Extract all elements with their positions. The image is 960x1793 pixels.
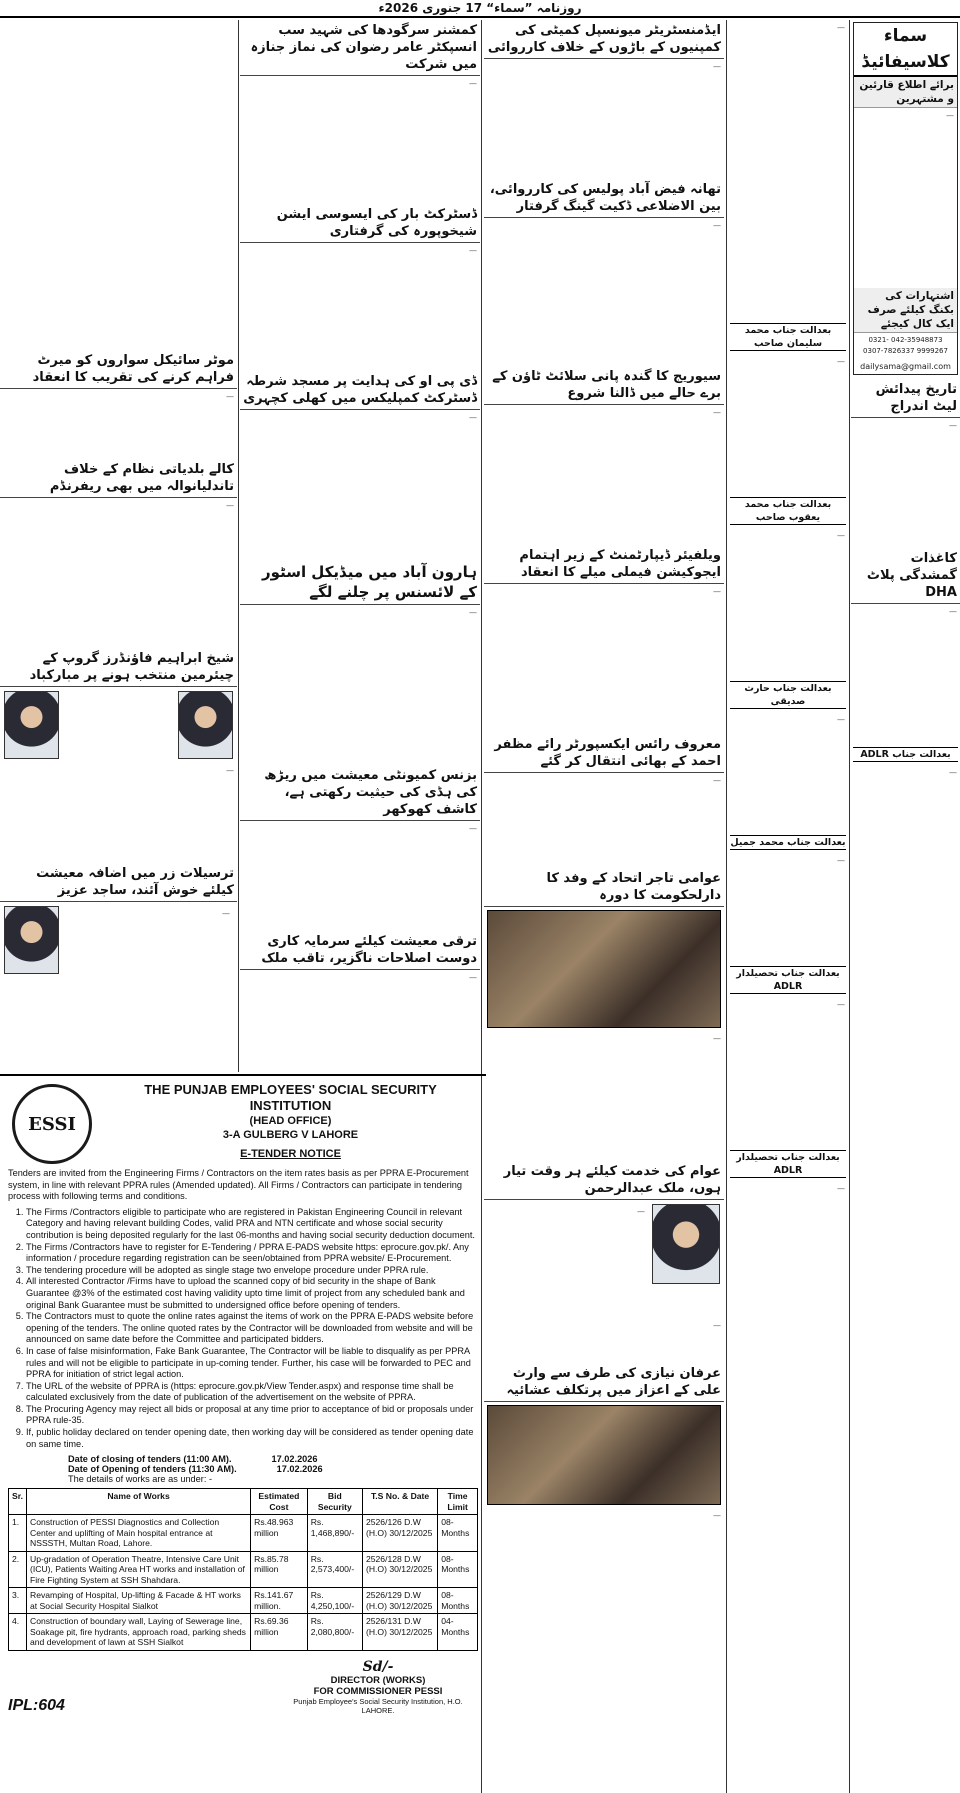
headline: عرفان نیازی کی طرف سے وارث علی کے اعزاز میں پرتکلف عشائیہ [484,1363,724,1402]
article-body: — [949,607,957,616]
table-cell: Rs.85.78 million [251,1551,308,1588]
table-cell: 2. [9,1551,27,1588]
headline: موٹر سائیکل سواروں کو میرٹ فراہم کرنے کی تقریب کا انعقاد [0,350,237,389]
news-photo [487,1405,721,1505]
court-notice [853,747,958,762]
article-body: — [226,392,234,401]
table-cell: 08-Months [438,1515,478,1552]
table-row [9,1614,478,1651]
article-body: — [946,111,954,120]
opening-date: 17.02.2026 [276,1464,323,1475]
logo-text: ESSI [28,1113,76,1135]
column-1 [0,20,237,1072]
table-cell: 04-Months [438,1614,478,1651]
headline: شیخ ابراہیم فاؤنڈرز گروپ کے چیئرمین منتخب ہونے پر مبارکباد [0,648,237,687]
article-body: — [637,1207,645,1216]
works-table [8,1488,478,1651]
headline: ترقی معیشت کیلئے سرمایہ کاری دوست اصلاحات ناگزیر، تاقب ملک [240,931,480,970]
headline: کاغذات گمشدگی پلاٹ DHA [851,548,960,604]
masthead [0,0,960,18]
table-cell: Rs. 2,573,400/- [307,1551,362,1588]
closing-label: Date of closing of tenders (11:00 AM). [68,1454,232,1465]
court-notice [730,497,846,525]
article-body: — [226,501,234,510]
tender-term: 5. The Contractors must to quote the online rates against the items of work on the PPRA E-PADS website before opening of the tenders. The online quoted rates by the Contractor will be downloaded from website and will be announced on same date before the Committee and participated bidders. [26,1311,478,1346]
ipl-code: IPL:604 [8,1696,65,1714]
court-notice-title: بعدالت جناب حارث صدیقی [744,683,832,707]
portrait-photo [4,691,59,759]
classified-phone: 042-35948873 0321-9999267 0307-7826337 [863,336,948,355]
official-stamp: Punjab Employee's Social Security Institution, H.O. LAHORE. [293,1696,463,1715]
headline: ایڈمنسٹریٹر میونسپل کمیٹی کی کمپنیوں کے باڑوں کے خلاف کارروائی [484,20,724,59]
portrait-photo [652,1204,720,1284]
table-cell: 3. [9,1588,27,1614]
headline: کالے بلدیاتی نظام کے خلاف تاندلیانوالہ میں بھی ریفرنڈم [0,459,237,498]
news-photo [487,910,721,1028]
article-body: — [837,23,845,32]
table-header: Sr. [9,1489,27,1515]
headline: ڈی پی او کی ہدایت پر مسجد شرطہ ڈسٹرکٹ کمپلیکس میں کھلی کچہری [240,371,480,410]
article-body: — [837,357,845,366]
column-rule [849,20,850,1793]
article-body: — [837,715,845,724]
tender-notice-title: E-TENDER NOTICE [240,1148,341,1160]
tender-intro: Tenders are invited from the Engineering Firms / Contractors on the item rates basis as per PPRA E-Procurement system, in line with relevant PPRA rules (Amended updated). All Firms / Contractors can participate in tendering process with following terms and conditions. [8,1168,469,1202]
tender-term: 9. If, public holiday declared on tender opening date, then working day will be considered as tender opening date on same time. [26,1427,478,1450]
table-cell: Construction of PESSI Diagnostics and Collection Center and uplifting of Main hospital entrance at NSSSTH, Multan Road, Lahore. [27,1515,251,1552]
tender-office: (HEAD OFFICE) [249,1115,332,1127]
table-header: Bid Security [307,1489,362,1515]
table-cell: 4. [9,1614,27,1651]
table-cell: Construction of boundary wall, Laying of Sewerage line, Soakage pit, fire hydrants, approach road, parking sheds and development of lawn at SSH Sialkot [27,1614,251,1651]
table-cell: 1. [9,1515,27,1552]
article-body: — [949,768,957,777]
classified-subtitle: برائے اطلاع قارئین و مشتہرین [854,77,957,108]
court-notice-title: بعدالت جناب تحصیلدار ADLR [736,968,840,992]
table-row [9,1588,478,1614]
table-cell: Rs.141.67 million. [251,1588,308,1614]
article-body: — [469,79,477,88]
court-notice [730,681,846,709]
classified-email: dailysama@gmail.com [860,362,951,371]
signature: Sd/- [362,1658,394,1675]
tender-notice [0,1074,486,1793]
headline: ترسیلات زر میں اضافہ معیشت کیلئے خوش آئند، ساجد عزیز [0,863,237,902]
court-notice [730,835,846,850]
tender-term: 8. The Procuring Agency may reject all bids or proposal at any time prior to acceptance of bid or proposals under PPRA rule-35. [26,1404,478,1427]
table-cell: Rs.69.36 million [251,1614,308,1651]
tender-address: 3-A GULBERG V LAHORE [222,1129,359,1141]
table-row [9,1515,478,1552]
article-body: — [226,766,234,775]
classified-notice: اشتہارات کی بکنگ کیلئے صرف ایک کال کیجئے [854,288,957,333]
tender-term: 4. All interested Contractor /Firms have to upload the scanned copy of bid security in the shape of Bank Guarantee @3% of the estimated cost having validity upto time limit of project from any scheduled bank and original Bank Guarantee must be submitted to undersigned office before opening of tenders. [26,1276,478,1311]
article-body: — [837,856,845,865]
opening-label: Date of Opening of tenders (11:30 AM). [68,1464,237,1475]
table-header: Name of Works [27,1489,251,1515]
article-body: — [713,62,721,71]
closing-date: 17.02.2026 [271,1454,318,1465]
table-cell: 08-Months [438,1588,478,1614]
headline: ہارون آباد میں میڈیکل اسٹور کے لائسنس پر چلنے لگے [240,560,480,605]
tender-term: 6. In case of false misinformation, Fake Bank Guarantee, The Contractor will be liable to disqualify as per PPRA rules and will not be eligible to participate in up-coming tender. Further, his case will be forwarded to PEC and PPRA for initiation of strict legal action. [26,1346,478,1381]
article-body: — [837,1000,845,1009]
article-body: — [837,531,845,540]
table-header: Time Limit [438,1489,478,1515]
table-cell: Rs. 4,250,100/- [307,1588,362,1614]
table-cell: Rs. 1,468,890/- [307,1515,362,1552]
table-cell: Rs.48.963 million [251,1515,308,1552]
column-4 [728,20,848,1793]
headline: عوامی تاجر اتحاد کے وفد کا دارلحکومت کا دورہ [484,868,724,907]
article-body: — [469,413,477,422]
court-notice-title: بعدالت جناب تحصیلدار ADLR [736,1152,840,1176]
table-cell: Revamping of Hospital, Up-lifting & Facade & HT works at Social Security Hospital Sialkot [27,1588,251,1614]
article-body: — [713,1511,721,1520]
court-notice [730,966,846,994]
headline: کمشنر سرگودھا کی شہید سب انسپکٹر عامر رضوان کی نماز جنازہ میں شرکت [240,20,480,76]
article-body: — [837,1184,845,1193]
table-cell: 2526/129 D.W (H.O) 30/12/2025 [362,1588,437,1614]
article-body: — [222,909,230,918]
column-rule [238,20,239,1072]
headline: عوام کی خدمت کیلئے ہر وقت تیار ہوں، ملک عبدالرحمن [484,1161,724,1200]
classified-box [853,22,958,375]
column-2 [240,20,480,1072]
sign-for: FOR COMMISSIONER PESSI [313,1685,443,1697]
table-header: Estimated Cost [251,1489,308,1515]
headline: معروف رائس ایکسپورٹر رائے مظفر احمد کے بھائی انتقال کر گئے [484,734,724,773]
headline: سیوریج کا گندہ پانی سلائٹ ٹاؤن کے برے حالے میں ڈالنا شروع [484,366,724,405]
column-5 [851,20,960,1793]
headline: بزنس کمیونٹی معیشت میں ریڑھ کی ہڈی کی حیثیت رکھتی ہے، کاشف کھوکھر [240,765,480,821]
court-notice-title: بعدالت جناب ADLR [860,749,951,760]
table-header-row [9,1489,478,1515]
table-header: T.S No. & Date [362,1489,437,1515]
article-body: — [949,421,957,430]
details-label: The details of works are as under: - [68,1474,213,1485]
court-notice [730,1150,846,1178]
article-body: — [713,408,721,417]
table-cell: 08-Months [438,1551,478,1588]
headline: تھانہ فیض آباد پولیس کی کارروائی، بین الاضلاعی ڈکیت گینگ گرفتار [484,179,724,218]
tender-term: 1. The Firms /Contractors eligible to participate who are registered in Pakistan Engineering Council in relevant Category and having relevant building Codes, valid PRA and NTN certificate and whose social security contribution is being deposited regularly for the last 06-months and having social security deduction document. [26,1207,478,1242]
article-body: — [713,776,721,785]
table-cell: Rs. 2,080,800/- [307,1614,362,1651]
article-body: — [469,824,477,833]
court-notice-title: بعدالت جناب محمد جمیل [730,837,846,848]
table-cell: 2526/131 D.W (H.O) 30/12/2025 [362,1614,437,1651]
column-3 [484,20,724,1793]
court-notice-title: بعدالت جناب محمد یعقوب صاحب [744,499,832,523]
tender-org: THE PUNJAB EMPLOYEES' SOCIAL SECURITY INSTITUTION [144,1082,437,1113]
court-notice-title: بعدالت جناب محمد سلیمان صاحب [744,325,832,349]
table-row [9,1551,478,1588]
article-body: — [469,246,477,255]
headline: ڈسٹرکٹ بار کی ایسوسی ایشن شیخوپورہ کی گرفتاری [240,204,480,243]
headline: ویلفیئر ڈیپارٹمنٹ کے زیر اہتمام ایجوکیشن فیملی میلے کا انعقاد [484,545,724,584]
tender-terms [8,1207,478,1450]
article-body: — [713,1321,721,1330]
court-notice [730,323,846,351]
portrait-photo [4,906,59,974]
portrait-photo [178,691,233,759]
article-body: — [469,973,477,982]
classified-title: سماء کلاسیفائیڈ [854,23,957,77]
article-body: — [713,1034,721,1043]
masthead-title: روزنامہ ”سماء“ 17 جنوری 2026ء [378,1,582,15]
tender-term: 3. The tendering procedure will be adopted as single stage two envelope procedure under PPRA rule. [26,1265,478,1277]
article-body: — [713,587,721,596]
column-rule [726,20,727,1793]
table-cell: 2526/126 D.W (H.O) 30/12/2025 [362,1515,437,1552]
tender-term: 2. The Firms /Contractors have to register for E-Tendering / PPRA E-PADS website https: eprocure.gov.pk/. Any information / procedure regarding registration can be seen/obtained from PPRA website/ E-Procurement. [26,1242,478,1265]
table-cell: 2526/128 D.W (H.O) 30/12/2025 [362,1551,437,1588]
sign-title: DIRECTOR (WORKS) [330,1674,426,1686]
headline: تاریخ پیدائش لیٹ اندراج [851,379,960,418]
table-cell: Up-gradation of Operation Theatre, Intensive Care Unit (ICU), Patients Waiting Area HT works and installation of Fire Fighting System at SSH Shahdara. [27,1551,251,1588]
essi-logo [12,1084,92,1164]
article-body: — [469,608,477,617]
article-body: — [713,221,721,230]
tender-term: 7. The URL of the website of PPRA is (https: eprocure.gov.pk/View Tender.aspx) and response time shall be calculated exclusively from the date of publication of the advertisement on the website of PPRA. [26,1381,478,1404]
